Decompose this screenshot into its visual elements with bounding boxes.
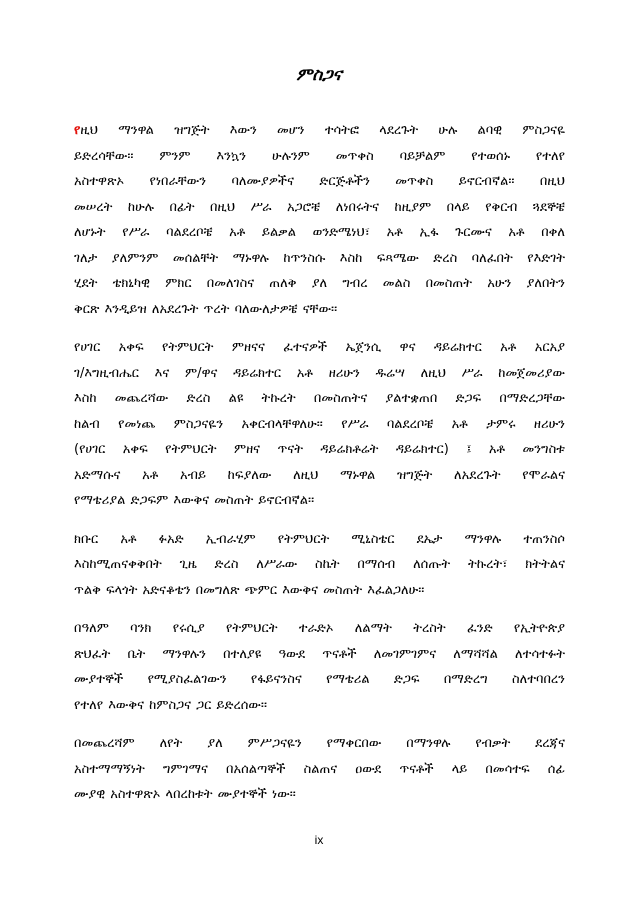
text-line: ከልብ የመነጨ ምስጋናዬን አቀርብላቸዋለሁ፡፡ የሥራ ባልደረቦቼ አቶ ታምሩ ዘሪሁን [74, 416, 565, 432]
text-line: ክቡር አቶ ፉአድ ኢብራሂም የትምህርት ሚኒስቴር ደኤታ ማንዋሉ ተጠንስሶ [74, 531, 565, 547]
text-line: በመጨረሻም ለየት ያለ ምሥጋናዬን የማቀርበው በማንዋሉ የብቃት ደረጃና [74, 736, 565, 751]
text-line: ይድረሳቸው፡፡ ምንም እንኳን ሁሉንም መጥቀስ ባይቻልም የተወሰኑ የተለየ [74, 148, 565, 164]
document-body [74, 118, 565, 821]
paragraph-2 [74, 335, 565, 514]
text-line: በዓለም ባንክ የሩሲያ የትምህርት ተራድኦ ለልማት ትረስት ፈንድ የኢትዮጵያ [74, 621, 565, 636]
text-line: አስተማማኝነት ግምገማና በአሰልጣኞች ስልጠና ዐውደ ጥናቶች ላይ በመሳተፍ ሰፊ [74, 761, 565, 777]
paragraph-4 [74, 616, 565, 718]
page-title: ምስጋና [296, 65, 342, 85]
text-line-rest: ዚህ ማንዋል ዝግጅት እውን መሆን ተሳትፎ ላደረጉት ሁሉ ልባዊ ምስጋናዬ [80, 123, 565, 138]
text-line: ሙያተኞች የሚያስፈልገውን የፋይናንስና የማቴሪል ድጋፍ በማድረግ ስለተባበረን [74, 672, 565, 687]
text-line: ቅርጽ እንዲይዝ ለአደረጉት ጥረት ባለውለታዎቼ ናቸው፡፡ [74, 301, 338, 317]
text-line: እስከሚጠናቀቅበት ጊዜ ድረስ ለሥራው ስኬት በማሰብ ለሰጡት ትኩረት፣ ክትትልና [74, 557, 565, 572]
text-line: እስከ መጨረሻው ድረስ ልዩ ትኩረት በመስጠትና ያልተቋጠበ ድጋፍ በማድረጋቸው [74, 391, 565, 406]
paragraph-5 [74, 731, 565, 808]
text-line: (የሀገር አቀፍ የትምህርት ምዘና ጥናት ዳይሬክቶሬት ዳይሬክተር) ፤ አቶ መንግስቱ [74, 442, 565, 457]
text-line: ገ/እግዚብሔር እና ም/ዋና ዳይሬክተር አቶ ዘሪሁን ዱሬሣ ለዚህ ሥራ ከመጀመሪያው [74, 365, 565, 381]
text-line: ለሆኑት የሥራ ባልደረቦቼ አቶ ይልቃል ወንድሜነህ፣ አቶ ኢፋ ጉርሙና አቶ በቀለ [74, 225, 565, 240]
text-line: የማቴሪያል ድጋፍም እውቅና መስጠት ይኖርብኛል፡፡ [74, 493, 315, 508]
text-line: መሠረት ከሁሉ በፊት በዚህ ሥራ አጋሮቼ ለነበሩትና ከዚያም በላይ የቅርብ ጓደኞቼ [74, 199, 565, 215]
page-number: ix [314, 833, 324, 847]
red-initial-letter: የ [74, 123, 81, 138]
text-line: አድማሱና አቶ አብይ ከፍያለው ለዚህ ማኑዋል ዝግጅት ለአደረጉት የሞራልና [74, 467, 565, 483]
text-line: ሙያዊ አስተዋጽኦ ላበረከቱት ሙያተኞች ነው፡፡ [74, 787, 296, 802]
paragraph-1 [74, 118, 565, 322]
text-line: የሀገር አቀፍ የትምህርት ምዘናና ፈተናዎች ኤጀንሲ ዋና ዳይሬክተር አቶ አርአያ [74, 340, 565, 355]
paragraph-3 [74, 527, 565, 604]
text-line: ሂደት ቴክኒካዊ ምክር በመለገስና ጠለቅ ያለ ግብረ መልስ በመስጠት አሁን ያለበትን [74, 276, 565, 291]
text-line: አስተዋጽኦ የነበራቸውን ባለሙያዎችና ድርጅቶችን መጥቀስ ይኖርብኛል፡፡ በዚህ [74, 174, 565, 189]
text-line: ገለታ ያለምንም መሰልቸት ማኑዋሉ ከጥንስሱ እስከ ፍጻሜው ድረስ ባለፈበት የእድገት [74, 250, 565, 266]
text-line: ጽህፈት ቤት ማንዋሉን በተለያዩ ዓውደ ጥናቶች ለመገምገምና ለማሻሻል ለተሳተፉት [74, 646, 565, 662]
text-line [74, 118, 565, 144]
text-line: ጥልቅ ፍላጎት አድናቆቴን በመግለጽ ጭምር እውቅና መስጠት እፈልጋለሁ፡፡ [74, 582, 425, 598]
text-line: የተለየ እውቅና ከምስጋና ጋር ይድረሰው፡፡ [74, 697, 268, 713]
